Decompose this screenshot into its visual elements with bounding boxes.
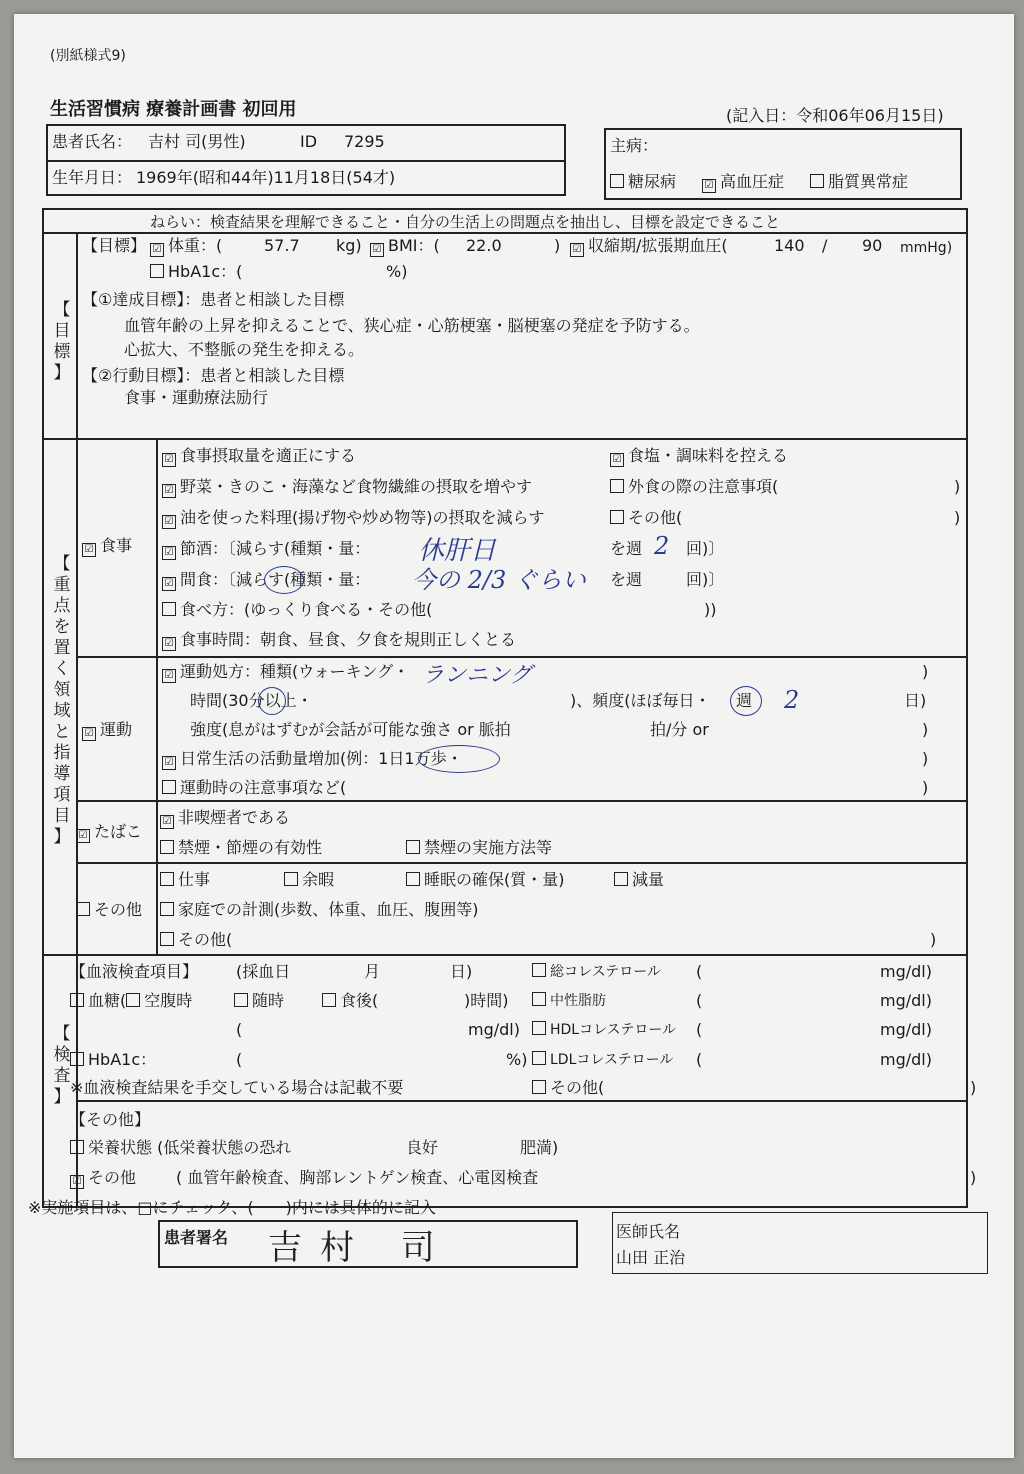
meal-item-4-count: 2: [654, 532, 670, 560]
meal-item-2: ☑ 野菜・きのこ・海藻など食物繊維の摂取を増やす: [162, 477, 532, 498]
achieve-title: 【①達成目標】：患者と相談した目標: [82, 290, 345, 309]
meal-item-5: ☑ 間食：〔減らす(種類・量：: [162, 570, 370, 591]
exercise-item-3: 強度(息がはずむが会話が可能な強さ or 脈拍: [190, 720, 511, 739]
goal-bmi: ☑ BMI：(: [370, 236, 440, 257]
meal-item-4: ☑ 節酒：〔減らす(種類・量：: [162, 539, 370, 560]
action-goal-1: 食事・運動療法励行: [124, 388, 269, 407]
disease-label: 主病：: [610, 136, 659, 155]
circle-mark: [418, 745, 500, 773]
doctor-name: 山田 正治: [616, 1248, 686, 1267]
blood-sugar: 血糖( 空腹時: [70, 991, 192, 1011]
tobacco-item-1: ☑ 非喫煙者である: [160, 808, 290, 829]
meal-item-4-hand: 休肝日: [418, 536, 497, 566]
tobacco-category: ☑ たばこ: [76, 822, 142, 843]
goal-hba1c: HbA1c：(: [150, 262, 242, 282]
patient-id: 7295: [344, 132, 385, 151]
goal-bp-unit: mmHg): [900, 240, 953, 256]
exercise-category: ☑ 運動: [82, 720, 132, 741]
meal-item-4-week: を週: [610, 539, 643, 558]
misc-title: 【その他】: [70, 1110, 151, 1129]
exercise-item-1: ☑ 運動処方：種類(ウォーキング・: [162, 662, 409, 683]
meal-category: ☑ 食事: [82, 536, 132, 557]
achieve-goal-2: 心拡大、不整脈の発生を抑える。: [124, 340, 365, 359]
meal-item-5-hand: 今の 2/3 ぐらい: [412, 566, 586, 594]
other-item-3: 睡眠の確保(質・量): [406, 870, 565, 890]
meal-item-3r: その他(: [610, 508, 682, 528]
form-sheet: (別紙様式9) 生活習慣病 療養計画書 初回用 (記入日：令和06年06月15日) 患者氏名： 吉村 司(男性) ID 7295 生年月日： 1969年(昭和44年)11月18日(54才) 主病： 糖尿病 ☑ 高血圧症 脂質異常症 ねらい：検査結果を理解できること・自分の生活上の問題点を抽出し、目標を設定できること 【 目 標 】 【 重 点 を 置 く 領 域 と 指 導 項 目 】 【 検 査 】 【目標】 ☑ 体重：( 57.7 kg) ☑ BMI：( 22.0 ) ☑ 収縮期/拡張期血圧( 140 / 90 mmHg) HbA1c：( %) 【①達成目標】：患者と相談した目標 血管年齢の上昇を抑えることで、狭心症・心筋梗塞・脳梗塞の発症を予防する。 心拡大、不整脈の発生を抑える。 【②行動目標】：患者と相談した目標 食事・運動療法励行 ☑ 食事 ☑ 食事摂取量を適正にする ☑ 食塩・調味料を控える ☑ 野菜・きのこ・海藻など食物繊維の摂取を増やす 外食の際の注意事項( ) ☑ 油を使った料理(揚げ物や炒め物等)の摂取を減らす その他( ) ☑ 節酒：〔減らす(種類・量： 休肝日 を週 2 回)〕 ☑ 間食：〔減らす(種類・量： 今の 2/3 ぐらい を週 回)〕 食べ方：(ゆっくり食べる・その他( )) ☑ 食事時間：朝食、昼食、夕食を規則正しくとる ☑ 運動 ☑ 運動処方：種類(ウォーキング・ ランニング ) 時間(30分以上・ )、頻度(ほぼ毎日・ 週 2 日) 強度(息がはずむが会話が可能な強さ or 脈拍 拍/分 or ) ☑ 日常生活の活動量増加(例：1日1万歩・ ) 運動時の注意事項など( ) ☑ たばこ ☑ 非喫煙者である 禁煙・節煙の有効性 禁煙の実施方法等 その他 仕事 余暇 睡眠の確保(質・量) 減量 家庭での計測(歩数、体重、血圧、腹囲等) その他( ) 【血液検査項目】 (採血日 月 日) 血糖( 空腹時 随時 食後( )時間) ( mg/dl) HbA1c： ( %) ※血液検査結果を手交している場合は記載不要 総コレステロール 中性脂肪 HDLコレステロール LDLコレステロール その他( ) ( ( ( ( mg/dl) mg/dl) mg/dl) mg/dl) 【その他】 栄養状態 (低栄養状態の恐れ 良好 肥満) ☑ その他 ( 血管年齢検査、胸部レントゲン検査、心電図検査 ) ※実施項目は、□にチェック、( )内には具体的に記入 患者署名 吉村 司 医師氏名 山田 正治: [14, 14, 1014, 1458]
meal-item-7: ☑ 食事時間：朝食、昼食、夕食を規則正しくとる: [162, 630, 516, 651]
patient-name-label: 患者氏名：: [52, 132, 133, 151]
goal-bmi-close: ): [554, 236, 561, 255]
other-item-6: その他(: [160, 930, 232, 950]
misc-other: ☑ その他: [70, 1168, 136, 1189]
exercise-item-1-hand: ランニング: [422, 663, 532, 688]
signature-label: 患者署名: [164, 1228, 229, 1247]
other-category: その他: [76, 900, 142, 920]
patient-id-label: ID: [300, 132, 318, 151]
aim-text: ねらい：検査結果を理解できること・自分の生活上の問題点を抽出し、目標を設定できること: [150, 213, 781, 231]
goal-bp-sys: 140: [774, 236, 805, 255]
other-item-4: 減量: [614, 870, 664, 890]
exercise-week-count: 2: [784, 686, 800, 714]
blood-title: 【血液検査項目】: [70, 962, 199, 981]
goal-bp-sep: /: [822, 236, 828, 255]
other-item-1: 仕事: [160, 870, 210, 890]
exercise-week: 週: [736, 691, 753, 710]
circle-mark: [264, 566, 304, 594]
circle-mark: [258, 687, 286, 715]
form-code: (別紙様式9): [50, 48, 126, 64]
misc-other-value: ( 血管年齢検査、胸部レントゲン検査、心電図検査: [176, 1168, 539, 1187]
goal-title: 【目標】: [82, 236, 147, 255]
footer-note: ※実施項目は、□にチェック、( )内には具体的に記入: [28, 1198, 436, 1217]
other-item-2: 余暇: [284, 870, 334, 890]
side-label-goal: 【 目 標 】: [53, 300, 71, 383]
other-item-5: 家庭での計測(歩数、体重、血圧、腹囲等): [160, 900, 479, 920]
meal-item-6: 食べ方：(ゆっくり食べる・その他(: [162, 600, 432, 620]
goal-hba1c-unit: %): [386, 262, 408, 281]
exercise-item-5: 運動時の注意事項など(: [162, 778, 346, 798]
form-title: 生活習慣病 療養計画書 初回用: [50, 99, 297, 120]
disease-diabetes: 糖尿病: [610, 172, 676, 192]
meal-item-3: ☑ 油を使った料理(揚げ物や炒め物等)の摂取を減らす: [162, 508, 545, 529]
signature: 吉村 司: [268, 1228, 453, 1268]
goal-bmi-value: 22.0: [466, 236, 502, 255]
circle-mark: [730, 686, 762, 716]
goal-weight-value: 57.7: [264, 236, 300, 255]
goal-bp-dia: 90: [862, 236, 883, 255]
exercise-item-4: ☑ 日常生活の活動量増加(例：1日1万歩・: [162, 749, 463, 770]
patient-name: 吉村 司(男性): [148, 132, 246, 151]
meal-item-1r: ☑ 食塩・調味料を控える: [610, 446, 788, 467]
meal-item-2r: 外食の際の注意事項(: [610, 477, 778, 497]
doctor-label: 医師氏名: [616, 1222, 681, 1241]
dob-label: 生年月日：: [52, 168, 133, 187]
disease-dyslipidemia: 脂質異常症: [810, 172, 908, 192]
goal-weight-unit: kg): [336, 236, 362, 255]
side-label-exam: 【 検 査 】: [53, 1024, 71, 1107]
entry-date: (記入日：令和06年06月15日): [726, 106, 944, 125]
exercise-item-2: 時間(30分以上・: [190, 691, 313, 710]
tobacco-item-3: 禁煙の実施方法等: [406, 838, 552, 858]
side-label-focus: 【 重 点 を 置 く 領 域 と 指 導 項 目 】: [53, 554, 71, 847]
action-title: 【②行動目標】：患者と相談した目標: [82, 366, 345, 385]
meal-item-1: ☑ 食事摂取量を適正にする: [162, 446, 356, 467]
dob: 1969年(昭和44年)11月18日(54才): [136, 168, 396, 187]
achieve-goal-1: 血管年齢の上昇を抑えることで、狭心症・心筋梗塞・脳梗塞の発症を予防する。: [124, 316, 700, 335]
misc-nutrition: 栄養状態 (低栄養状態の恐れ: [70, 1138, 291, 1158]
goal-bp: ☑ 収縮期/拡張期血圧(: [570, 236, 728, 257]
blood-hba1c: HbA1c：: [70, 1050, 156, 1070]
blood-note: ※血液検査結果を手交している場合は記載不要: [70, 1078, 404, 1097]
goal-weight: ☑ 体重：(: [150, 236, 222, 257]
tobacco-item-2: 禁煙・節煙の有効性: [160, 838, 322, 858]
disease-hypertension: ☑ 高血圧症: [702, 172, 784, 193]
